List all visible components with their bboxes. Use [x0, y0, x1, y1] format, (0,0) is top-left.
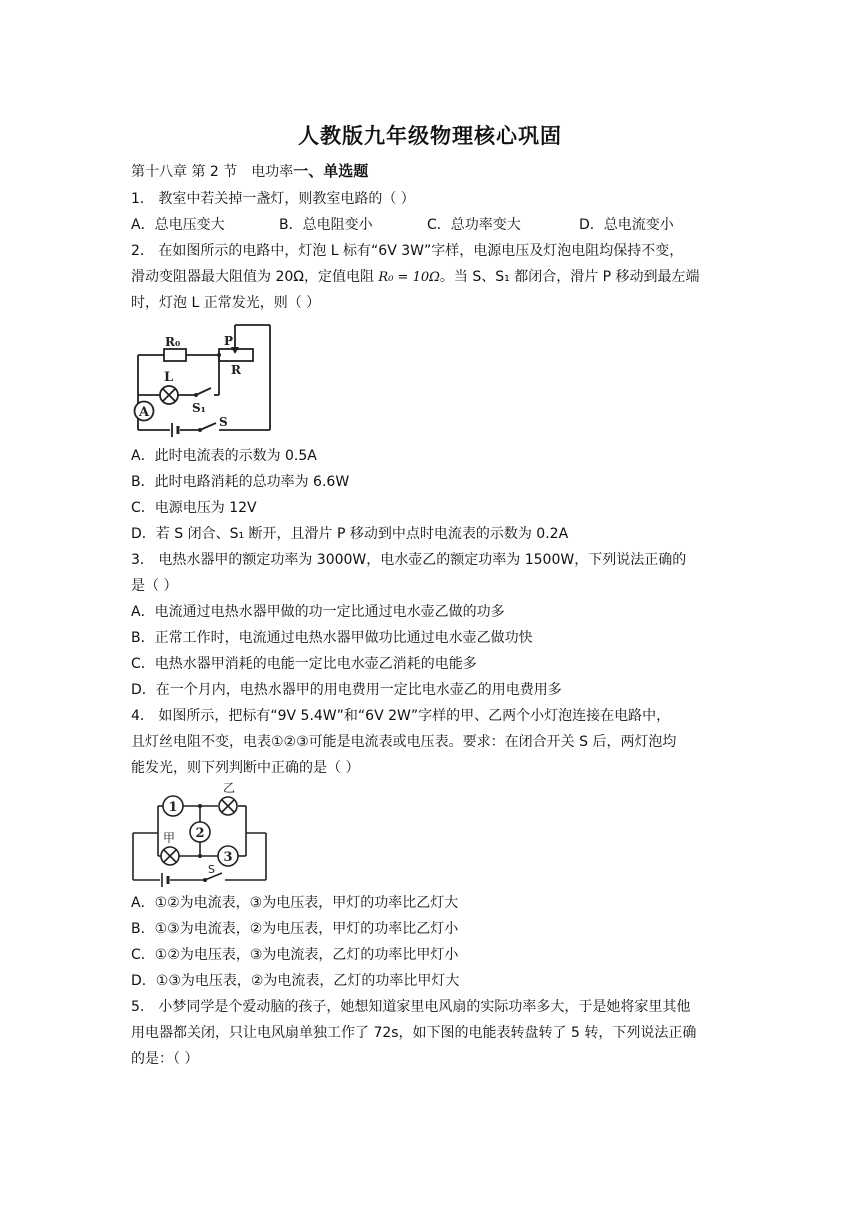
q2-option-c: C．电源电压为 12V — [131, 500, 257, 516]
q4-option-b: B．①③为电流表，②为电压表，甲灯的功率比乙灯小 — [131, 921, 459, 937]
q2-option-b: B．此时电路消耗的总功率为 6.6W — [131, 474, 350, 490]
meter-1-label: 1 — [168, 800, 178, 815]
q2-stem-line3: 时，灯泡 L 正常发光，则（ ） — [131, 295, 321, 311]
q4-option-d: D．①③为电压表，②为电流表，乙灯的功率比甲灯大 — [131, 973, 460, 989]
q5-stem-line2: 用电器都关闭，只让电风扇单独工作了 72s，如下图的电能表转盘转了 5 转，下列说法正确 — [131, 1025, 697, 1041]
q3-stem-line1: 3． 电热水器甲的额定功率为 3000W，电水壶乙的额定功率为 1500W，下列说法正确的 — [131, 552, 687, 568]
switch-s1-label: S₁ — [192, 401, 206, 415]
q3-option-c: C．电热水器甲消耗的电能一定比电水壶乙消耗的电能多 — [131, 656, 477, 672]
q5-stem-line3: 的是：（ ） — [131, 1051, 199, 1067]
q2-stem-text-b: 。当 S、S₁ 都闭合，滑片 P 移动到最左端 — [439, 269, 700, 285]
q2-stem-line1: 2． 在如图所示的电路中，灯泡 L 标有“6V 3W”字样，电源电压及灯泡电阻均保持不变， — [131, 243, 684, 259]
chapter-label: 第十八章 第 2 节 电功率 — [131, 164, 294, 180]
document-title: 人教版九年级物理核心巩固 — [298, 123, 562, 148]
q2-stem-text-a: 滑动变阻器最大阻值为 20Ω，定值电阻 — [131, 269, 379, 285]
q2-circuit-figure — [130, 320, 276, 442]
q1-option-d: D．总电流变小 — [579, 217, 674, 233]
meter-2-label: 2 — [195, 826, 205, 841]
switch-s-label: S — [219, 415, 228, 429]
lamp-jia-label: 甲 — [163, 831, 176, 845]
chapter-line — [131, 161, 368, 182]
q3-option-d: D．在一个月内，电热水器甲的用电费用一定比电水壶乙的用电费用多 — [131, 682, 562, 698]
q4-stem-line2: 且灯丝电阻不变，电表①②③可能是电流表或电压表。要求：在闭合开关 S 后，两灯泡均 — [131, 734, 677, 750]
q4-option-a: A．①②为电流表，③为电压表，甲灯的功率比乙灯大 — [131, 895, 459, 911]
lamp-label: L — [164, 370, 174, 385]
r0-label: R₀ — [165, 335, 181, 349]
q3-option-a: A．电流通过电热水器甲做的功一定比通过电水壶乙做的功多 — [131, 604, 505, 620]
q2-option-d: D．若 S 闭合、S₁ 断开，且滑片 P 移动到中点时电流表的示数为 0.2A — [131, 526, 569, 542]
q3-stem-line2: 是（ ） — [131, 578, 178, 594]
lamp-yi-label: 乙 — [223, 781, 236, 795]
q1-option-b: B．总电阻变小 — [279, 217, 373, 233]
slider-arrow-icon — [231, 347, 239, 354]
rheostat-label: R — [231, 363, 241, 377]
q2-formula: R₀ = 10Ω — [378, 270, 440, 285]
q4-option-c: C．①②为电压表，③为电流表，乙灯的功率比甲灯小 — [131, 947, 459, 963]
q1-option-c: C．总功率变大 — [427, 217, 521, 233]
q2-stem-line2 — [131, 267, 700, 288]
meter-3-label: 3 — [223, 850, 233, 865]
ammeter-label: A — [138, 405, 150, 420]
q4-stem-line1: 4． 如图所示，把标有“9V 5.4W”和“6V 2W”字样的甲、乙两个小灯泡连接在电路中， — [131, 708, 671, 724]
q1-stem: 1． 教室中若关掉一盏灯，则教室电路的（ ） — [131, 191, 415, 207]
q3-option-b: B．正常工作时，电流通过电热水器甲做功比通过电水壶乙做功快 — [131, 630, 533, 646]
q1-options — [131, 215, 674, 235]
slider-p-label: P — [224, 334, 234, 348]
switch-s-label: S — [208, 863, 215, 876]
q4-circuit-figure — [130, 776, 270, 890]
q1-option-a: A．总电压变大 — [131, 217, 225, 233]
q2-option-a: A．此时电流表的示数为 0.5A — [131, 448, 317, 464]
q4-stem-line3: 能发光，则下列判断中正确的是（ ） — [131, 760, 360, 776]
section-heading: 一、单选题 — [293, 162, 369, 180]
q5-stem-line1: 5． 小梦同学是个爱动脑的孩子，她想知道家里电风扇的实际功率多大，于是她将家里其他 — [131, 999, 691, 1015]
